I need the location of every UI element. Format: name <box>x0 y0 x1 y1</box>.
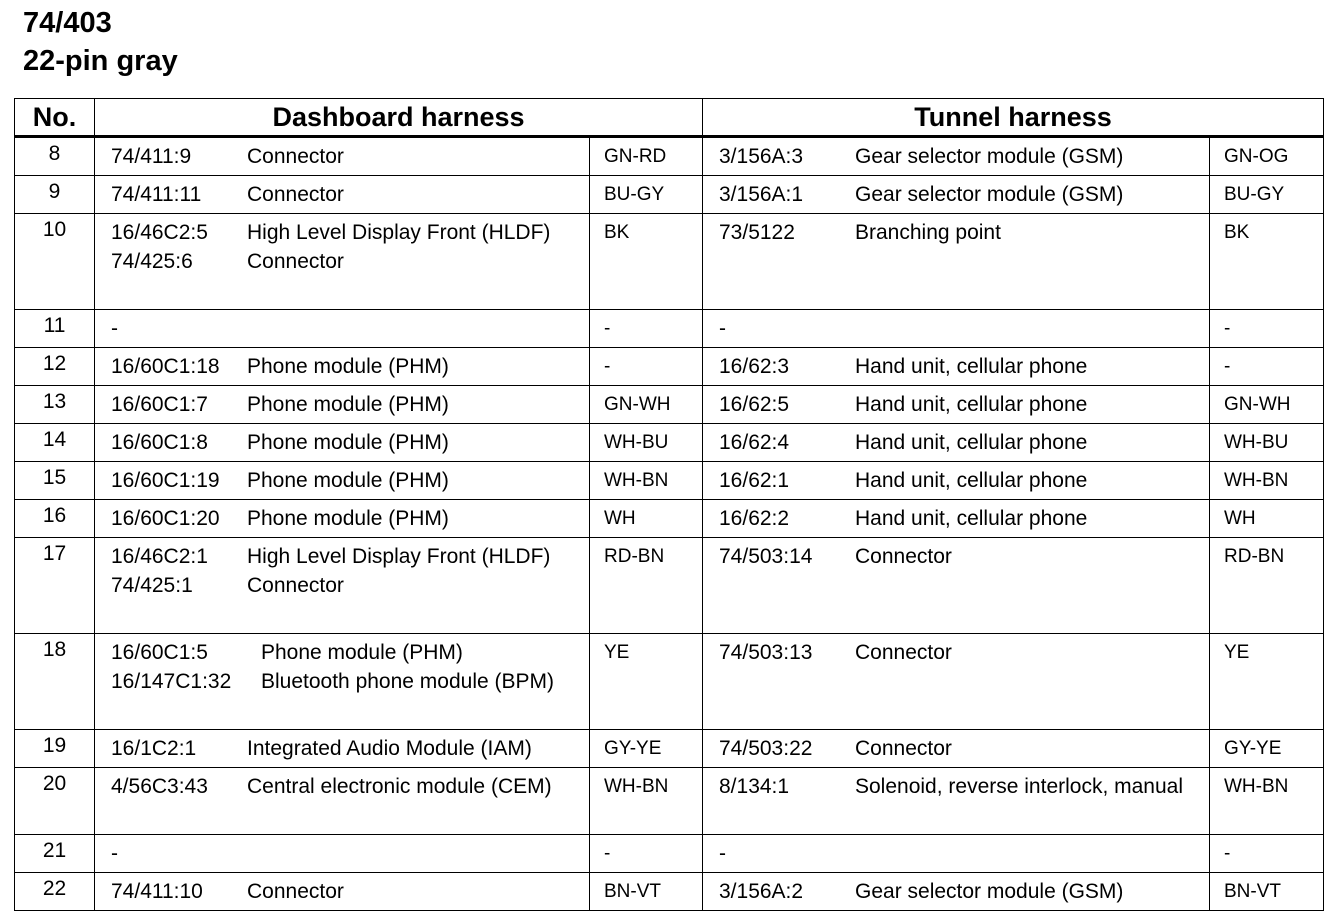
component-description: Gear selector module (GSM) <box>855 183 1124 206</box>
component-reference: 16/60C1:8 <box>111 431 208 454</box>
wire-color-code: WH <box>604 508 636 529</box>
wire-color-code: - <box>1224 843 1231 864</box>
component-description: Hand unit, cellular phone <box>855 469 1088 492</box>
pin-number: 18 <box>15 634 95 730</box>
tunnel-wire-color <box>1210 214 1324 310</box>
component-reference: 8/134:1 <box>719 775 790 798</box>
wire-color-code: - <box>1224 356 1231 377</box>
dashboard-harness-cell-entry <box>111 428 581 457</box>
component-reference: - <box>111 317 118 340</box>
dashboard-harness-cell-entry <box>111 638 581 667</box>
component-description: Connector <box>247 183 344 206</box>
dashboard-harness-cell-entry <box>111 839 581 868</box>
component-reference: 16/1C2:1 <box>111 737 197 760</box>
pin-number: 10 <box>15 214 95 310</box>
dashboard-harness-cell <box>95 538 590 634</box>
component-description <box>247 839 581 868</box>
tunnel-harness-cell <box>703 768 1210 835</box>
dashboard-wire-color <box>590 214 703 310</box>
tunnel-harness-cell <box>703 137 1210 176</box>
tunnel-harness-cell-entry <box>719 734 1201 763</box>
dashboard-wire-color <box>590 835 703 873</box>
pin-number: 13 <box>15 386 95 424</box>
wire-color-code: WH <box>1224 508 1256 529</box>
component-reference: 16/62:4 <box>719 431 790 454</box>
component-description: Connector <box>247 145 344 168</box>
component-reference: - <box>719 317 726 340</box>
tunnel-wire-color <box>1210 768 1324 835</box>
component-reference: 74/411:9 <box>111 145 192 168</box>
tunnel-harness-cell-entry <box>719 428 1201 457</box>
pin-number: 9 <box>15 176 95 214</box>
component-description: Hand unit, cellular phone <box>855 431 1088 454</box>
pin-number: 8 <box>15 137 95 176</box>
tunnel-wire-color <box>1210 634 1324 730</box>
dashboard-harness-cell-entry <box>111 734 581 763</box>
wire-color-code: RD-BN <box>1224 546 1285 567</box>
dashboard-wire-color <box>590 873 703 911</box>
tunnel-harness-cell <box>703 500 1210 538</box>
wire-color-code: - <box>604 843 611 864</box>
dashboard-harness-cell-entry <box>111 218 581 247</box>
table-row <box>15 348 1324 386</box>
tunnel-harness-cell <box>703 424 1210 462</box>
component-description: Integrated Audio Module (IAM) <box>247 737 532 760</box>
dashboard-harness-cell-entry <box>111 667 581 696</box>
header-dashboard-harness: Dashboard harness <box>95 99 703 137</box>
tunnel-harness-cell-entry <box>719 504 1201 533</box>
tunnel-wire-color <box>1210 137 1324 176</box>
tunnel-harness-cell <box>703 873 1210 911</box>
table-row <box>15 462 1324 500</box>
component-description: Hand unit, cellular phone <box>855 507 1088 530</box>
component-description: Connector <box>855 737 952 760</box>
component-description: Connector <box>247 880 344 903</box>
component-reference: - <box>111 842 118 865</box>
pin-number: 21 <box>15 835 95 873</box>
component-description <box>247 314 581 343</box>
dashboard-harness-cell-entry <box>111 180 581 209</box>
component-description: Connector <box>855 545 952 568</box>
tunnel-harness-cell-entry <box>719 877 1201 906</box>
dashboard-wire-color <box>590 137 703 176</box>
dashboard-harness-cell-entry <box>111 352 581 381</box>
dashboard-harness-cell-entry <box>111 247 581 276</box>
tunnel-wire-color <box>1210 310 1324 348</box>
component-reference: 74/425:6 <box>111 250 193 273</box>
tunnel-harness-cell <box>703 538 1210 634</box>
dashboard-harness-cell-entry <box>111 571 581 600</box>
dashboard-wire-color <box>590 176 703 214</box>
tunnel-harness-cell <box>703 730 1210 768</box>
tunnel-wire-color <box>1210 538 1324 634</box>
wire-color-code: GY-YE <box>1224 738 1282 759</box>
tunnel-harness-cell-entry <box>719 390 1201 419</box>
component-reference: 3/156A:3 <box>719 145 804 168</box>
component-reference: 73/5122 <box>719 221 795 244</box>
tunnel-harness-cell-entry <box>719 772 1201 801</box>
tunnel-harness-cell <box>703 386 1210 424</box>
table-row <box>15 730 1324 768</box>
table-header-row <box>15 99 1324 137</box>
component-reference: 74/425:1 <box>111 574 193 597</box>
wire-color-code: BK <box>1224 222 1250 243</box>
component-description: High Level Display Front (HLDF) <box>247 221 551 244</box>
component-description: Connector <box>247 574 344 597</box>
component-reference: 16/46C2:1 <box>111 545 208 568</box>
tunnel-wire-color <box>1210 873 1324 911</box>
component-description <box>855 839 1201 868</box>
pin-number: 17 <box>15 538 95 634</box>
document-title <box>23 4 178 80</box>
component-description: Hand unit, cellular phone <box>855 393 1088 416</box>
tunnel-harness-cell-entry <box>719 542 1201 571</box>
tunnel-harness-cell-entry <box>719 466 1201 495</box>
component-reference: 16/147C1:32 <box>111 670 232 693</box>
component-description: Phone module (PHM) <box>247 507 449 530</box>
wire-color-code: GN-RD <box>604 146 667 167</box>
table-row <box>15 768 1324 835</box>
tunnel-wire-color <box>1210 386 1324 424</box>
component-description: Phone module (PHM) <box>247 393 449 416</box>
wire-color-code: GY-YE <box>604 738 662 759</box>
table-row <box>15 873 1324 911</box>
component-reference: 74/411:10 <box>111 880 203 903</box>
component-description: Branching point <box>855 221 1001 244</box>
dashboard-harness-cell <box>95 137 590 176</box>
dashboard-harness-cell <box>95 348 590 386</box>
tunnel-harness-cell <box>703 835 1210 873</box>
dashboard-wire-color <box>590 730 703 768</box>
dashboard-wire-color <box>590 424 703 462</box>
connector-id: 74/403 <box>23 7 112 39</box>
component-description: Phone module (PHM) <box>247 469 449 492</box>
component-description: Connector <box>247 250 344 273</box>
wire-color-code: GN-OG <box>1224 146 1289 167</box>
tunnel-wire-color <box>1210 462 1324 500</box>
wire-color-code: BN-VT <box>1224 881 1281 902</box>
component-reference: 16/60C1:5 <box>111 641 208 664</box>
tunnel-wire-color <box>1210 424 1324 462</box>
pin-number: 20 <box>15 768 95 835</box>
dashboard-wire-color <box>590 462 703 500</box>
component-description: Hand unit, cellular phone <box>855 355 1088 378</box>
component-description: Phone module (PHM) <box>247 431 449 454</box>
tunnel-harness-cell-entry <box>719 218 1201 247</box>
component-reference: 16/62:3 <box>719 355 790 378</box>
table-row <box>15 500 1324 538</box>
pin-number: 19 <box>15 730 95 768</box>
wire-color-code: BU-GY <box>604 184 665 205</box>
dashboard-harness-cell <box>95 386 590 424</box>
pin-number: 22 <box>15 873 95 911</box>
component-reference: 74/411:11 <box>111 183 202 206</box>
component-description: Connector <box>855 641 952 664</box>
wire-color-code: WH-BU <box>1224 432 1289 453</box>
component-description: Phone module (PHM) <box>247 355 449 378</box>
dashboard-wire-color <box>590 768 703 835</box>
dashboard-harness-cell-entry <box>111 877 581 906</box>
tunnel-wire-color <box>1210 500 1324 538</box>
wire-color-code: WH-BU <box>604 432 669 453</box>
component-description: Gear selector module (GSM) <box>855 145 1124 168</box>
header-no: No. <box>15 99 95 137</box>
table-row <box>15 424 1324 462</box>
dashboard-harness-cell-entry <box>111 314 581 343</box>
dashboard-wire-color <box>590 538 703 634</box>
pinout-table <box>14 98 1324 911</box>
tunnel-harness-cell-entry <box>719 180 1201 209</box>
component-description: Bluetooth phone module (BPM) <box>261 670 555 693</box>
dashboard-harness-cell <box>95 634 590 730</box>
component-reference: 16/60C1:19 <box>111 469 220 492</box>
table-row <box>15 386 1324 424</box>
component-reference: 74/503:22 <box>719 737 813 760</box>
tunnel-wire-color <box>1210 348 1324 386</box>
dashboard-wire-color <box>590 500 703 538</box>
wire-color-code: WH-BN <box>604 776 669 797</box>
tunnel-harness-cell-entry <box>719 839 1201 868</box>
dashboard-harness-cell-entry <box>111 142 581 171</box>
tunnel-harness-cell <box>703 214 1210 310</box>
component-reference: 3/156A:1 <box>719 183 804 206</box>
table-row <box>15 310 1324 348</box>
header-tunnel-harness: Tunnel harness <box>703 99 1324 137</box>
tunnel-harness-cell <box>703 176 1210 214</box>
table-row <box>15 214 1324 310</box>
component-description: Phone module (PHM) <box>261 641 463 664</box>
tunnel-wire-color <box>1210 730 1324 768</box>
pin-number: 11 <box>15 310 95 348</box>
component-description: High Level Display Front (HLDF) <box>247 545 551 568</box>
wire-color-code: YE <box>604 642 630 663</box>
dashboard-harness-cell <box>95 500 590 538</box>
table-row <box>15 538 1324 634</box>
component-description <box>855 314 1201 343</box>
component-reference: 16/46C2:5 <box>111 221 208 244</box>
wire-color-code: BU-GY <box>1224 184 1285 205</box>
pin-number: 16 <box>15 500 95 538</box>
component-reference: - <box>719 842 726 865</box>
dashboard-wire-color <box>590 386 703 424</box>
wire-color-code: - <box>604 356 611 377</box>
tunnel-wire-color <box>1210 835 1324 873</box>
dashboard-harness-cell-entry <box>111 542 581 571</box>
dashboard-harness-cell-entry <box>111 504 581 533</box>
pin-number: 12 <box>15 348 95 386</box>
connector-description: 22-pin gray <box>23 45 178 77</box>
component-reference: 16/60C1:20 <box>111 507 220 530</box>
component-description: Central electronic module (CEM) <box>247 775 552 798</box>
component-reference: 4/56C3:43 <box>111 775 208 798</box>
table-body <box>15 137 1324 911</box>
dashboard-harness-cell <box>95 873 590 911</box>
tunnel-harness-cell <box>703 348 1210 386</box>
tunnel-harness-cell <box>703 634 1210 730</box>
wire-color-code: - <box>1224 318 1231 339</box>
table-row <box>15 634 1324 730</box>
component-description: Solenoid, reverse interlock, manual <box>855 775 1184 798</box>
dashboard-harness-cell <box>95 730 590 768</box>
component-reference: 3/156A:2 <box>719 880 804 903</box>
dashboard-harness-cell-entry <box>111 466 581 495</box>
tunnel-harness-cell <box>703 310 1210 348</box>
wire-color-code: - <box>604 318 611 339</box>
component-reference: 16/60C1:7 <box>111 393 208 416</box>
dashboard-harness-cell <box>95 176 590 214</box>
component-reference: 74/503:14 <box>719 545 813 568</box>
tunnel-harness-cell-entry <box>719 314 1201 343</box>
component-reference: 16/62:5 <box>719 393 790 416</box>
dashboard-harness-cell <box>95 768 590 835</box>
wire-color-code: WH-BN <box>1224 470 1289 491</box>
component-reference: 16/60C1:18 <box>111 355 220 378</box>
wire-color-code: RD-BN <box>604 546 665 567</box>
dashboard-harness-cell <box>95 424 590 462</box>
dashboard-harness-cell <box>95 835 590 873</box>
component-reference: 74/503:13 <box>719 641 813 664</box>
wire-color-code: GN-WH <box>1224 394 1291 415</box>
dashboard-wire-color <box>590 634 703 730</box>
dashboard-harness-cell <box>95 462 590 500</box>
dashboard-harness-cell-entry <box>111 772 581 801</box>
wire-color-code: GN-WH <box>604 394 671 415</box>
tunnel-harness-cell-entry <box>719 638 1201 667</box>
wire-color-code: WH-BN <box>604 470 669 491</box>
component-reference: 16/62:2 <box>719 507 790 530</box>
tunnel-harness-cell-entry <box>719 142 1201 171</box>
wire-color-code: BN-VT <box>604 881 661 902</box>
pin-number: 14 <box>15 424 95 462</box>
wire-color-code: BK <box>604 222 630 243</box>
dashboard-wire-color <box>590 348 703 386</box>
pin-number: 15 <box>15 462 95 500</box>
wire-color-code: YE <box>1224 642 1250 663</box>
dashboard-harness-cell-entry <box>111 390 581 419</box>
wire-color-code: WH-BN <box>1224 776 1289 797</box>
dashboard-wire-color <box>590 310 703 348</box>
table-row <box>15 137 1324 176</box>
component-reference: 16/62:1 <box>719 469 790 492</box>
tunnel-harness-cell-entry <box>719 352 1201 381</box>
table-row <box>15 176 1324 214</box>
dashboard-harness-cell <box>95 310 590 348</box>
table-row <box>15 835 1324 873</box>
tunnel-harness-cell <box>703 462 1210 500</box>
component-description: Gear selector module (GSM) <box>855 880 1124 903</box>
tunnel-wire-color <box>1210 176 1324 214</box>
dashboard-harness-cell <box>95 214 590 310</box>
